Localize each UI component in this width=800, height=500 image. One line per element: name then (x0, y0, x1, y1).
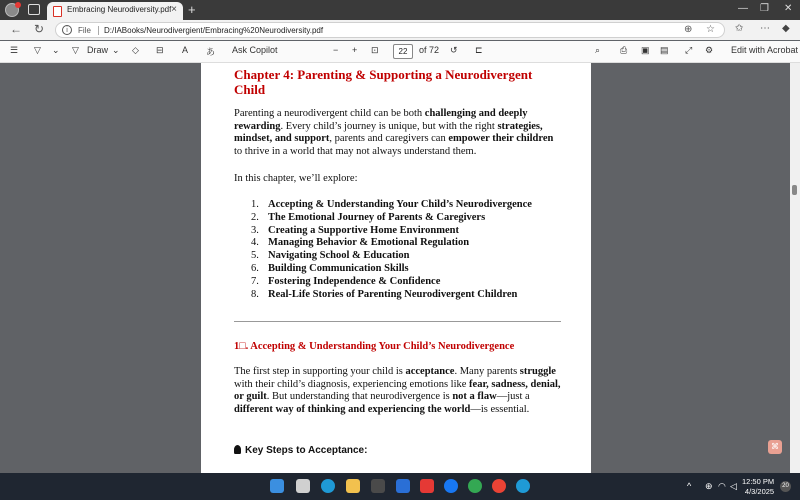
file-explorer-icon[interactable] (346, 479, 360, 493)
clock-time: 12:50 PM (742, 477, 775, 486)
draw-button[interactable]: Draw (87, 45, 109, 55)
url-divider (98, 26, 99, 35)
more-options-icon[interactable]: ⋯ (760, 23, 770, 34)
youtube-icon[interactable] (420, 479, 434, 493)
chrome-icon[interactable] (468, 479, 482, 493)
list-item: 8. Real-Life Stories of Parenting Neurodivergent Children (251, 288, 518, 300)
draw-icon[interactable]: ▽ (72, 45, 79, 55)
section-heading: 1□. Accepting & Understanding Your Child’s Neurodivergence (234, 341, 515, 352)
url-scheme: File (78, 26, 91, 35)
chevron-up-icon[interactable]: ^ (687, 481, 692, 491)
list-item: 6. Building Communication Skills (251, 262, 409, 274)
page-number-input[interactable]: 22 (393, 44, 413, 59)
print-icon[interactable]: ⎙ (620, 45, 628, 55)
zoom-icon[interactable]: ⊕ (684, 24, 693, 35)
edge-browser-icon[interactable] (321, 479, 335, 493)
read-aloud-icon[interactable]: A (182, 45, 189, 55)
vertical-scrollbar[interactable] (790, 63, 800, 473)
pdf-page (201, 63, 591, 473)
chevron-down-icon[interactable]: ⌄ (112, 45, 120, 55)
address-bar-row (0, 20, 800, 40)
edit-with-acrobat-button[interactable]: Edit with Acrobat (731, 45, 799, 55)
windows-taskbar (0, 473, 800, 500)
volume-icon[interactable]: ◁ (730, 481, 737, 491)
search-icon[interactable]: ⌕ (595, 45, 601, 55)
defender-icon[interactable] (396, 479, 410, 493)
browser-tab-bar (0, 0, 800, 20)
tab-title: Embracing Neurodiversity.pdf (67, 5, 172, 14)
favorite-star-icon[interactable]: ☆ (706, 24, 715, 35)
scrollbar-thumb[interactable] (792, 185, 797, 195)
list-item: 1. Accepting & Understanding Your Child’s Neurodivergence (251, 199, 532, 210)
system-clock[interactable] (742, 477, 774, 497)
info-icon[interactable]: i (62, 25, 72, 35)
translate-icon[interactable]: あ (206, 47, 216, 57)
total-pages: of 72 (419, 45, 440, 55)
pdf-viewer[interactable] (0, 63, 800, 473)
back-arrow-icon[interactable]: ← (10, 22, 22, 36)
wifi-icon[interactable]: ◠ (718, 481, 726, 491)
section-paragraph: The first step in supporting your child is acceptance. Many parents struggle with their child’s diagnosis, experiencing emotions like fear, sadness, denial, or guilt. But understanding that neurodivergence is not a flaw—just a different way of thinking and experiencing the world—is essential. (234, 366, 561, 416)
contents-icon[interactable]: ☰ (10, 45, 19, 55)
zoom-out-button[interactable]: − (333, 45, 339, 55)
url-field[interactable] (55, 22, 725, 38)
profile-notification-dot (15, 2, 21, 8)
url-path[interactable]: D:/IABooks/Neurodivergient/Embracing%20Neurodiversity.pdf (104, 26, 324, 35)
list-item: 4. Managing Behavior & Emotional Regulation (251, 237, 470, 249)
chrome-profile-icon[interactable] (492, 479, 506, 493)
facebook-icon[interactable] (444, 479, 458, 493)
chapter-topics-list (251, 199, 532, 301)
favorites-icon[interactable]: ✩ (735, 23, 744, 34)
intro-paragraph: Parenting a neurodivergent child can be both challenging and deeply rewarding. Every child’s journey is unique, but with the right strategies, mindset, and support, parents and caregivers can empower their children to thrive in a world that may not always understand them. (234, 108, 554, 158)
key-steps-heading: Key Steps to Acceptance: (234, 445, 367, 456)
zoom-in-button[interactable]: + (352, 45, 358, 55)
explore-intro: In this chapter, we’ll explore: (234, 173, 358, 184)
save-icon[interactable]: ▣ (641, 45, 650, 55)
calendar-app-icon[interactable] (371, 479, 385, 493)
chapter-title: Chapter 4: Parenting & Supporting a Neurodivergent Child (234, 67, 533, 97)
list-item: 3. Creating a Supportive Home Environment (251, 224, 459, 236)
clock-date: 4/3/2025 (744, 487, 775, 496)
list-item: 5. Navigating School & Education (251, 250, 410, 262)
section-divider (234, 321, 561, 322)
notification-badge[interactable]: 20 (780, 481, 791, 492)
expand-icon[interactable]: ⤢ (685, 45, 693, 55)
eraser-icon[interactable]: ◇ (132, 45, 139, 55)
text-box-icon[interactable]: ⊟ (156, 45, 164, 55)
pdf-toolbar (0, 41, 800, 63)
pdf-file-icon (53, 6, 62, 17)
tab-actions-icon[interactable] (28, 4, 40, 15)
start-menu-icon[interactable] (270, 479, 284, 493)
refresh-icon[interactable]: ↻ (34, 22, 45, 36)
window-close-icon[interactable]: ✕ (784, 3, 793, 14)
tab-embracing-neurodiversity[interactable] (47, 2, 183, 20)
language-icon[interactable]: ⊕ (705, 481, 713, 491)
chevron-down-icon[interactable]: ⌄ (52, 45, 60, 55)
tab-close-icon[interactable]: × (171, 4, 177, 15)
copilot-icon[interactable]: ◆ (782, 23, 790, 34)
list-item: 2. The Emotional Journey of Parents & Caregivers (251, 211, 486, 223)
task-view-icon[interactable] (296, 479, 310, 493)
highlight-icon[interactable]: ▽ (34, 45, 41, 55)
rotate-icon[interactable]: ↺ (450, 45, 458, 55)
ask-copilot-button[interactable]: Ask Copilot (232, 45, 278, 55)
fit-page-icon[interactable]: ⊡ (371, 45, 379, 55)
lightbulb-icon (234, 445, 241, 454)
edge-active-icon[interactable] (516, 479, 530, 493)
new-tab-icon[interactable]: + (188, 2, 196, 17)
settings-gear-icon[interactable]: ⚙ (705, 45, 714, 55)
acrobat-icon[interactable]: ⌘ (768, 440, 782, 454)
restore-icon[interactable]: ❐ (760, 3, 769, 14)
save-as-icon[interactable]: ▤ (660, 45, 669, 55)
list-item: 7. Fostering Independence & Confidence (251, 275, 441, 287)
minimize-icon[interactable]: — (738, 3, 748, 14)
page-view-icon[interactable]: ⊏ (475, 45, 483, 55)
